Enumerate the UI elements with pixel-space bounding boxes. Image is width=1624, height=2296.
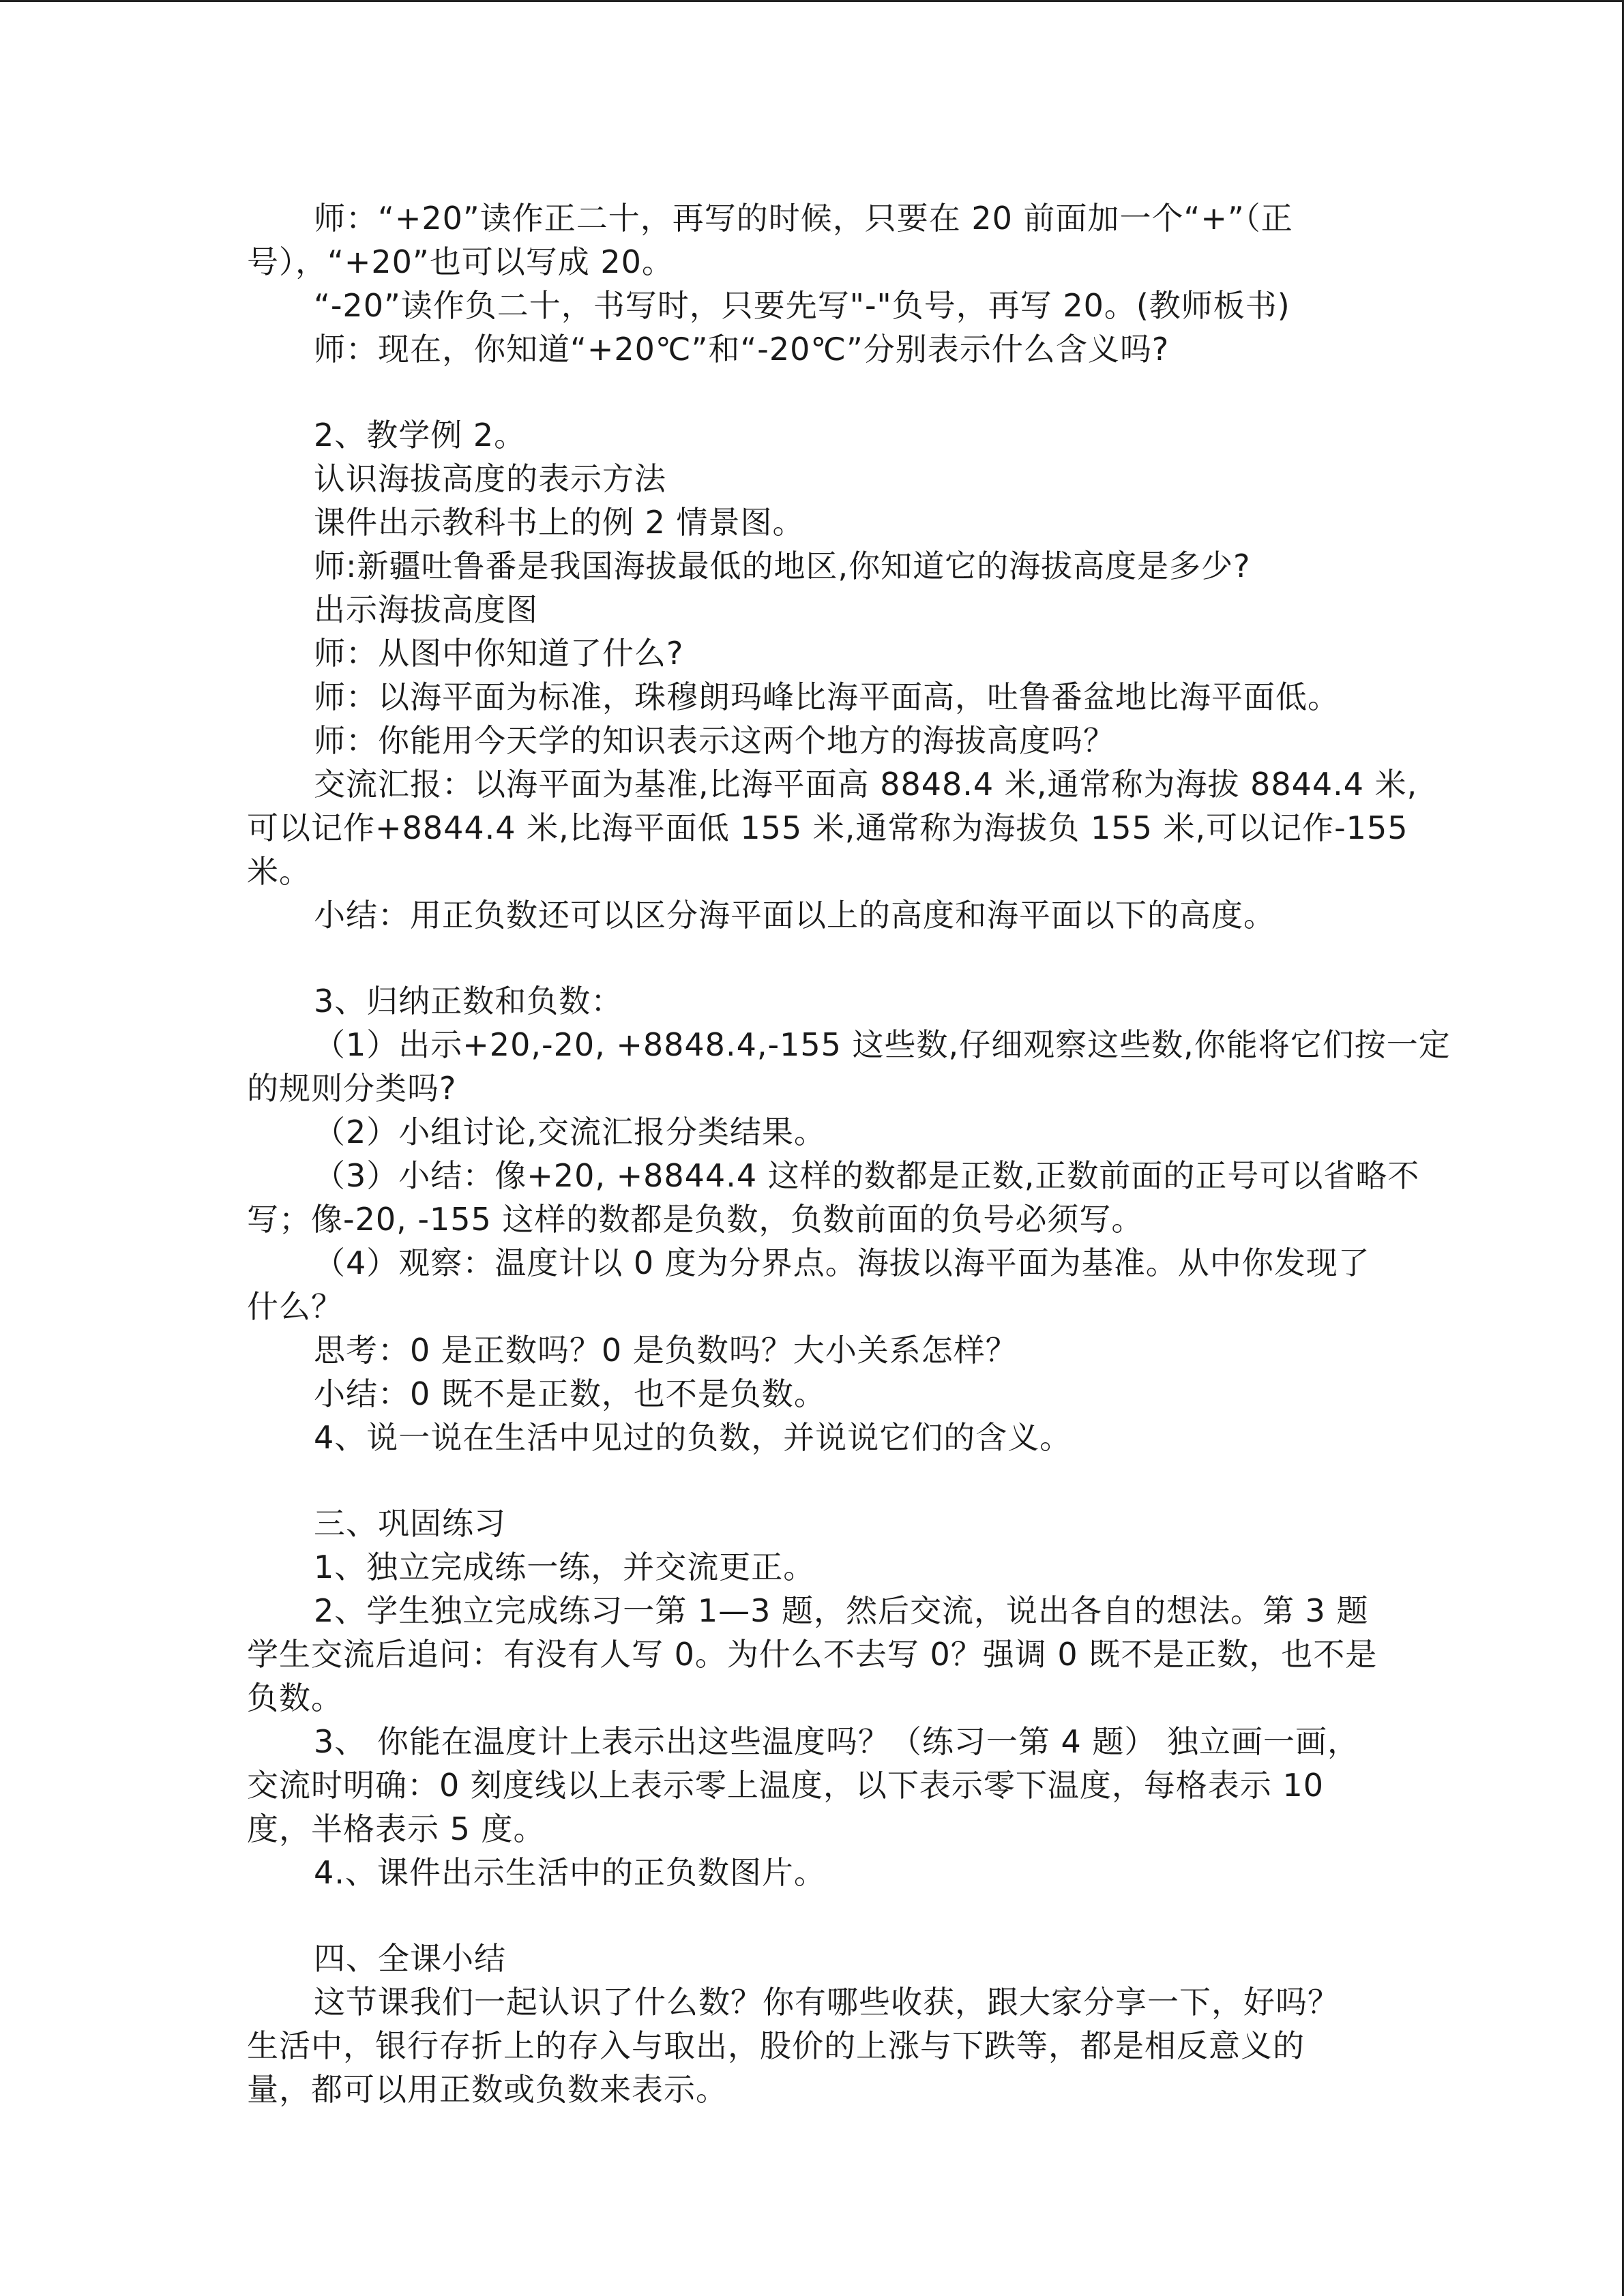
text-line: 2、教学例 2。: [314, 417, 527, 453]
paragraph-gap: [247, 371, 1379, 413]
text-line: 4.、课件出示生活中的正负数图片。: [314, 1854, 826, 1891]
text-line: 量，都可以用正数或负数来表示。: [247, 2071, 728, 2108]
text-line: 米。: [247, 853, 311, 890]
paragraph-gap: [247, 937, 1379, 979]
text-line: 这节课我们一起认识了什么数？你有哪些收获，跟大家分享一下，好吗？: [314, 1984, 1340, 2021]
text-line: 出示海拔高度图: [314, 591, 538, 628]
text-line: （2）小组讨论,交流汇报分类结果。: [314, 1114, 826, 1150]
text-line: 三、巩固练习: [314, 1505, 506, 1542]
text-line: 小结：0 既不是正数，也不是负数。: [314, 1375, 826, 1412]
text-line: 号），“+20”也可以写成 20。: [247, 243, 674, 280]
text-line: 认识海拔高度的表示方法: [314, 460, 666, 497]
text-line: 4、说一说在生活中见过的负数，并说说它们的含义。: [314, 1419, 1072, 1456]
text-line: 交流汇报：以海平面为基准,比海平面高 8848.4 米,通常称为海拔 8844.4 米,: [314, 766, 1418, 803]
text-line: “-20”读作负二十，书写时，只要先写"-"负号，再写 20。(教师板书): [314, 287, 1290, 324]
text-line: 小结：用正负数还可以区分海平面以上的高度和海平面以下的高度。: [314, 897, 1275, 934]
document-body: [247, 196, 1451, 2111]
text-line: 师：以海平面为标准，珠穆朗玛峰比海平面高，吐鲁番盆地比海平面低。: [314, 679, 1340, 715]
text-line: 负数。: [247, 1680, 343, 1716]
text-line: 度，半格表示 5 度。: [247, 1810, 546, 1847]
text-line: （3）小结：像+20, +8844.4 这样的数都是正数,正数前面的正号可以省略不: [314, 1157, 1420, 1194]
text-line: （1）出示+20,-20, +8848.4,-155 这些数,仔细观察这些数,你能将它们按一定: [314, 1026, 1451, 1063]
text-line: 师:新疆吐鲁番是我国海拔最低的地区,你知道它的海拔高度是多少?: [314, 548, 1251, 584]
text-line: 四、全课小结: [314, 1940, 506, 1977]
text-line: 学生交流后追问：有没有人写 0。为什么不去写 0？强调 0 既不是正数，也不是: [247, 1636, 1378, 1673]
paragraph-gap: [247, 1459, 1379, 1502]
text-line: 生活中，银行存折上的存入与取出，股价的上涨与下跌等，都是相反意义的: [247, 2027, 1305, 2064]
text-line: 3、 你能在温度计上表示出这些温度吗？（练习一第 4 题） 独立画一画，: [314, 1723, 1360, 1760]
text-line: 可以记作+8844.4 米,比海平面低 155 米,通常称为海拔负 155 米,可以记作-155: [247, 809, 1408, 846]
text-line: 思考：0 是正数吗？0 是负数吗？大小关系怎样？: [314, 1332, 1018, 1369]
text-line: 师：现在，你知道“+20℃”和“-20℃”分别表示什么含义吗?: [314, 331, 1170, 368]
text-line: 1、独立完成练一练，并交流更正。: [314, 1549, 816, 1585]
text-line: 师：从图中你知道了什么?: [314, 635, 684, 672]
text-line: 什么？: [247, 1288, 343, 1325]
text-line: 3、归纳正数和负数：: [314, 983, 623, 1019]
text-line: 交流时明确：0 刻度线以上表示零上温度，以下表示零下温度，每格表示 10: [247, 1767, 1325, 1804]
text-line: 的规则分类吗?: [247, 1070, 457, 1107]
text-line: 师：“+20”读作正二十，再写的时候，只要在 20 前面加一个“+”（正: [314, 200, 1293, 237]
page-border-top: [0, 0, 1624, 2]
text-line: 师：你能用今天学的知识表示这两个地方的海拔高度吗？: [314, 722, 1115, 759]
text-line: 写；像-20, -155 这样的数都是负数，负数前面的负号必须写。: [247, 1201, 1144, 1238]
text-line: 2、学生独立完成练习一第 1—3 题，然后交流，说出各自的想法。第 3 题: [314, 1592, 1369, 1629]
text-line: （4）观察：温度计以 0 度为分界点。海拔以海平面为基准。从中你发现了: [314, 1244, 1370, 1281]
text-line: 课件出示教科书上的例 2 情景图。: [314, 504, 805, 541]
paragraph-gap: [247, 1894, 1379, 1937]
